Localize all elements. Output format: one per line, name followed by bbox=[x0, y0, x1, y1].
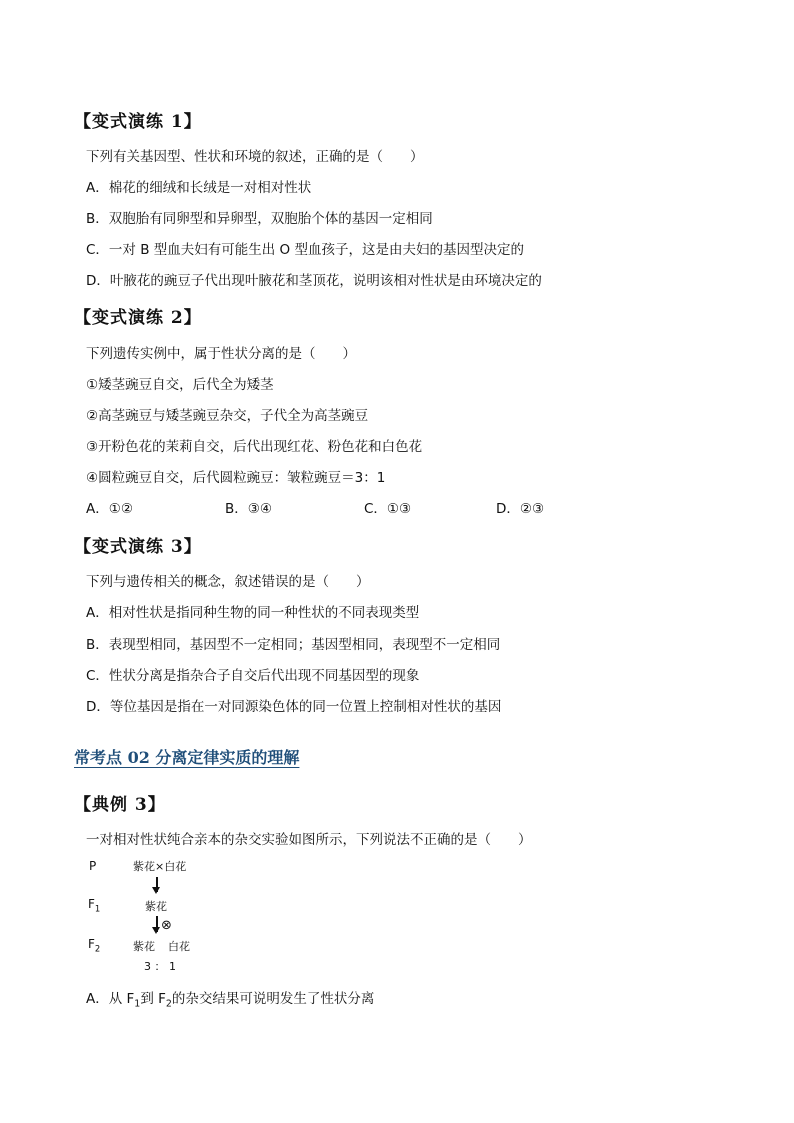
exercise-3-option-d: D．等位基因是指在一对同源染色体的同一位置上控制相对性状的基因 bbox=[86, 699, 502, 715]
exercise-1-option-d: D．叶腋花的豌豆子代出现叶腋花和茎顶花，说明该相对性状是由环境决定的 bbox=[86, 273, 542, 289]
generation-label-p: P bbox=[89, 859, 97, 873]
exercise-2-item-3: ③开粉色花的茉莉自交，后代出现红花、粉色花和白色花 bbox=[86, 439, 423, 455]
exercise-2-option-c: C．①③ bbox=[364, 501, 412, 517]
generation-label-f2: $F_2$ bbox=[88, 937, 101, 954]
example-3-question: 一对相对性状纯合亲本的杂交实验如图所示，下列说法不正确的是（ ） bbox=[86, 832, 532, 848]
exercise-1-heading: 【变式演练 1】 bbox=[74, 112, 202, 132]
exercise-1-option-a: A．棉花的细绒和长绒是一对相对性状 bbox=[86, 180, 312, 196]
exercise-1-question: 下列有关基因型、性状和环境的叙述，正确的是（ ） bbox=[86, 149, 424, 165]
down-arrow-icon bbox=[156, 877, 158, 892]
parental-cross: 紫花×白花 bbox=[133, 860, 187, 873]
exercise-3-heading: 【变式演练 3】 bbox=[74, 537, 202, 557]
exercise-2-item-2: ②高茎豌豆与矮茎豌豆杂交，子代全为高茎豌豆 bbox=[86, 408, 369, 424]
exercise-3-option-a: A．相对性状是指同种生物的同一种性状的不同表现类型 bbox=[86, 605, 420, 621]
example-3-heading: 【典例 3】 bbox=[74, 795, 166, 815]
exercise-3-option-c: C．性状分离是指杂合子自交后代出现不同基因型的现象 bbox=[86, 668, 420, 684]
exercise-2-option-b: B．③④ bbox=[225, 501, 272, 517]
exercise-2-item-1: ①矮茎豌豆自交，后代全为矮茎 bbox=[86, 377, 274, 393]
f2-phenotype-purple: 紫花 bbox=[133, 940, 155, 953]
down-arrow-icon bbox=[156, 916, 158, 932]
exercise-1-option-c: C．一对 B 型血夫妇有可能生出 O 型血孩子，这是由夫妇的基因型决定的 bbox=[86, 242, 524, 258]
exercise-2-question: 下列遗传实例中，属于性状分离的是（ ） bbox=[86, 346, 356, 362]
exercise-2-option-d: D．②③ bbox=[496, 501, 545, 517]
exercise-2-option-a: A．①② bbox=[86, 501, 133, 517]
section-title: 常考点 02 分离定律实质的理解 bbox=[74, 748, 300, 767]
f1-phenotype: 紫花 bbox=[145, 900, 167, 913]
example-3-option-a: A．从 $F_1$到 $F_2$的杂交结果可说明发生了性状分离 bbox=[86, 991, 375, 1010]
f2-phenotype-white: 白花 bbox=[168, 940, 190, 953]
exercise-2-item-4: ④圆粒豌豆自交，后代圆粒豌豆：皱粒豌豆＝3：1 bbox=[86, 470, 386, 486]
generation-label-f1: $F_1$ bbox=[88, 897, 101, 914]
exercise-3-question: 下列与遗传相关的概念，叙述错误的是（ ） bbox=[86, 574, 370, 590]
f2-ratio: 3 ： 1 bbox=[144, 960, 176, 973]
exercise-3-option-b: B．表现型相同，基因型不一定相同；基因型相同，表现型不一定相同 bbox=[86, 637, 501, 653]
selfing-symbol-icon: ⊗ bbox=[161, 918, 172, 933]
exercise-1-option-b: B．双胞胎有同卵型和异卵型，双胞胎个体的基因一定相同 bbox=[86, 211, 433, 227]
exercise-2-heading: 【变式演练 2】 bbox=[74, 308, 202, 328]
